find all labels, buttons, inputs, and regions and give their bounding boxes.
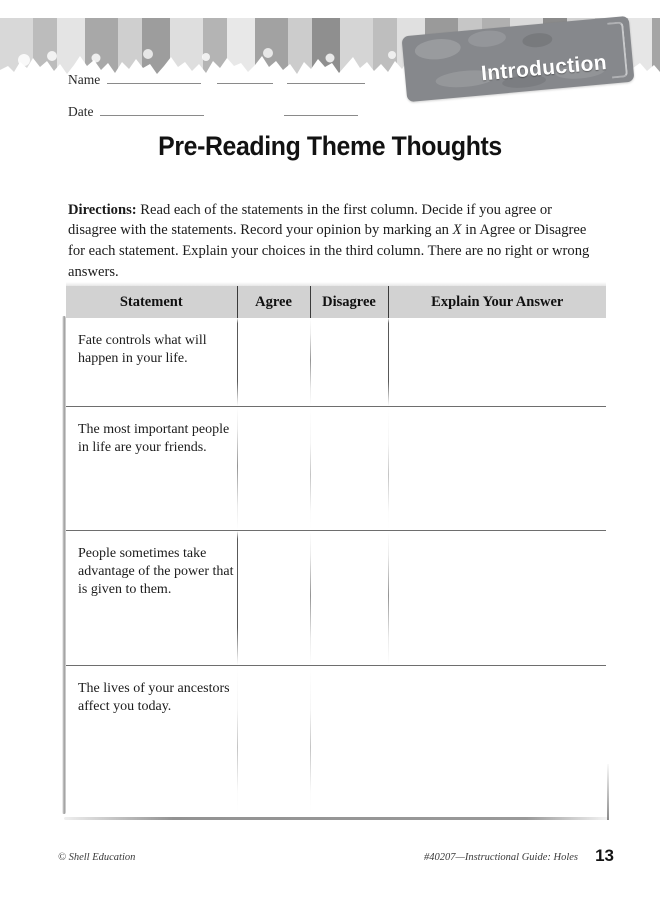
- page-title: Pre-Reading Theme Thoughts: [158, 131, 502, 161]
- table-row: [66, 665, 606, 814]
- column-header-agree: Agree: [237, 286, 310, 318]
- explain-cell[interactable]: [388, 406, 606, 530]
- name-label: Name: [68, 72, 101, 87]
- statement-cell: The lives of your ancestors affect you today.: [66, 665, 237, 814]
- page-footer: [0, 848, 660, 878]
- explain-cell[interactable]: [388, 530, 606, 665]
- name-write-line-1[interactable]: [107, 83, 201, 84]
- agree-cell[interactable]: [237, 318, 310, 406]
- statement-cell: The most important people in life are your friends.: [66, 406, 237, 530]
- directions-emphasis-x: X: [452, 222, 462, 239]
- date-write-line-1[interactable]: [100, 115, 204, 116]
- explain-cell[interactable]: [388, 665, 606, 814]
- directions-text-part2: in Agree or Disagree for each statement. Explain your choices in the third column. There are no right or wrong answers.: [68, 222, 590, 280]
- name-line-gap-1: [201, 83, 217, 84]
- table-row: [66, 530, 606, 665]
- agree-cell[interactable]: [237, 665, 310, 814]
- date-field-row: [68, 104, 358, 120]
- table-row: [66, 318, 606, 406]
- date-label: Date: [68, 104, 94, 119]
- page-number: 13: [595, 846, 614, 865]
- column-header-disagree: Disagree: [310, 286, 388, 318]
- table-row: [66, 406, 606, 530]
- disagree-cell[interactable]: [310, 318, 388, 406]
- tab-inner-border: [607, 21, 628, 78]
- statement-cell: Fate controls what will happen in your life.: [66, 318, 237, 406]
- disagree-cell[interactable]: [310, 406, 388, 530]
- theme-thoughts-table: [66, 286, 606, 814]
- name-field-row: [68, 72, 365, 88]
- name-line-gap-2: [273, 83, 287, 84]
- agree-cell[interactable]: [237, 406, 310, 530]
- footer-guide-reference: #40207—Instructional Guide: Holes: [424, 852, 578, 863]
- section-tab-label: Introduction: [480, 51, 608, 86]
- column-header-statement: Statement: [66, 286, 237, 318]
- directions-text-part1: Read each of the statements in the first column. Decide if you agree or disagree with the statements. Record your opinion by marking an: [68, 201, 553, 239]
- date-line-gap-1: [204, 115, 284, 116]
- directions-paragraph: [68, 200, 592, 283]
- table-header-row: [66, 286, 606, 318]
- statement-cell: People sometimes take advantage of the power that is given to them.: [66, 530, 237, 665]
- directions-label: Directions:: [68, 201, 137, 218]
- agree-cell[interactable]: [237, 530, 310, 665]
- date-write-line-2[interactable]: [284, 115, 358, 116]
- column-header-explain: Explain Your Answer: [388, 286, 606, 318]
- footer-copyright: © Shell Education: [58, 852, 136, 863]
- table-right-border: [607, 764, 609, 820]
- disagree-cell[interactable]: [310, 530, 388, 665]
- theme-thoughts-table-wrapper: [66, 286, 606, 814]
- table-top-shadow: [66, 282, 606, 286]
- disagree-cell[interactable]: [310, 665, 388, 814]
- table-bottom-border: [64, 817, 608, 820]
- name-write-line-2[interactable]: [217, 83, 273, 84]
- name-write-line-3[interactable]: [287, 83, 365, 84]
- explain-cell[interactable]: [388, 318, 606, 406]
